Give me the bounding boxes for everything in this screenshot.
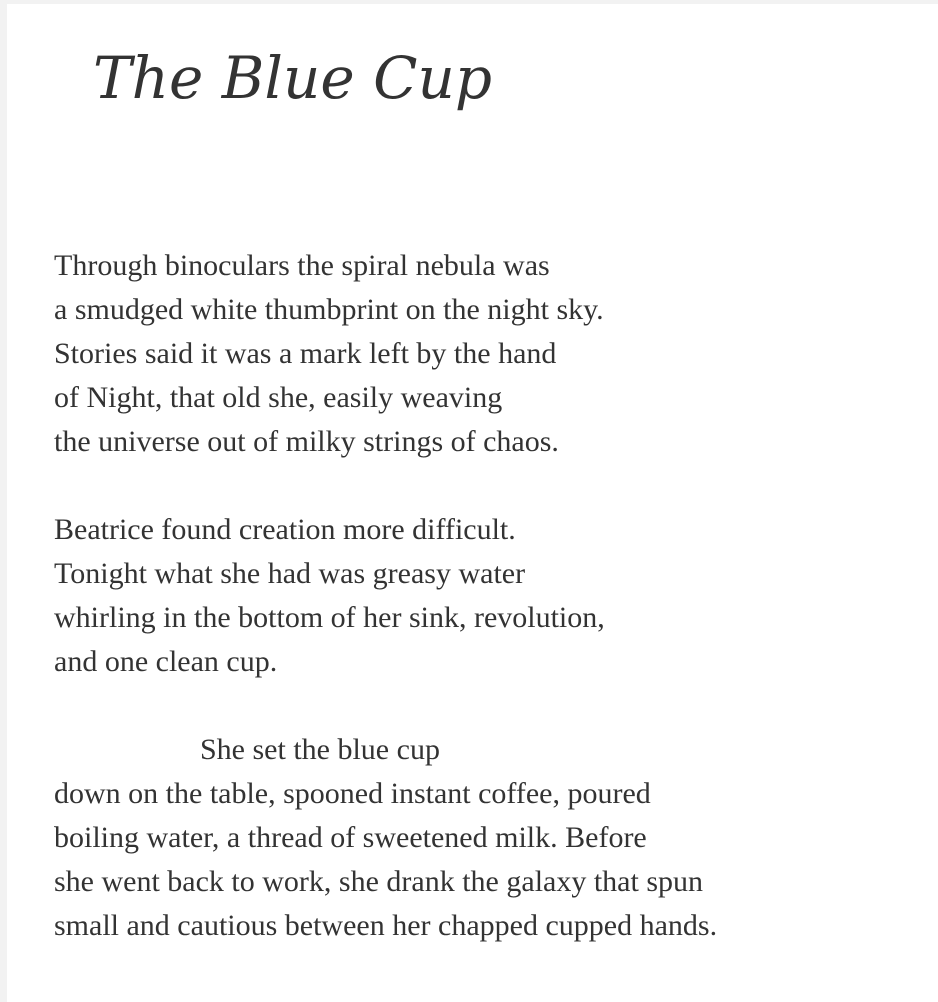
poem-line-indented: She set the blue cup [200,733,440,766]
poem-line: down on the table, spooned instant coffee, poured [54,777,651,810]
poem-line: a smudged white thumbprint on the night sky. [54,293,604,326]
poem-line: whirling in the bottom of her sink, revolution, [54,601,605,634]
poem-title: The Blue Cup [93,44,492,112]
poem-line: small and cautious between her chapped cupped hands. [54,909,718,942]
poem-line: boiling water, a thread of sweetened milk. Before [54,821,647,854]
poem-line: Stories said it was a mark left by the hand [54,337,557,370]
poem-line: Beatrice found creation more difficult. [54,513,516,546]
poem-line: and one clean cup. [54,645,278,678]
stanza-3 [54,728,924,948]
poem-line: of Night, that old she, easily weaving [54,381,503,414]
poem-line: the universe out of milky strings of chaos. [54,425,559,458]
poem-body [54,244,924,992]
top-border [0,0,938,4]
poem-line: Through binoculars the spiral nebula was [54,249,550,282]
poem-line: Tonight what she had was greasy water [54,557,526,590]
stanza-2 [54,508,924,684]
stanza-1 [54,244,924,464]
left-border [0,0,7,1002]
poem-line: she went back to work, she drank the galaxy that spun [54,865,703,898]
